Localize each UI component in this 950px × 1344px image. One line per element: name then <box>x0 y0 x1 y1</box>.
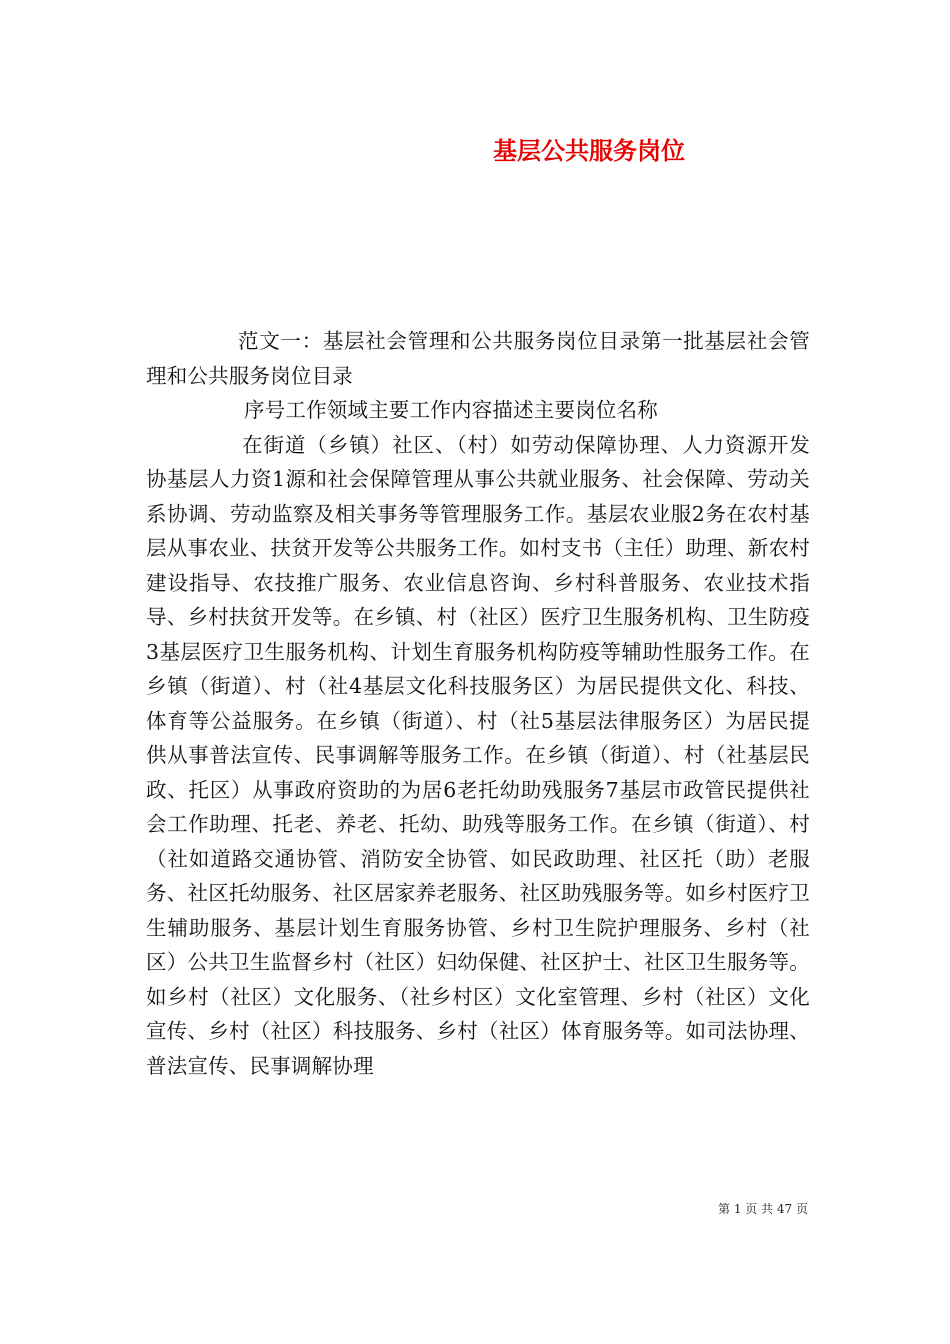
paragraph-content: 在街道（乡镇）社区、（村）如劳动保障协理、人力资源开发协基层人力资1源和社会保障管理从事公共就业服务、社会保障、劳动关系协调、劳动监察及相关事务等管理服务工作。基层农业服2务在农村基层从事农业、扶贫开发等公共服务工作。如村支书（主任）助理、新农村建设指导、农技推广服务、农业信息咨询、乡村科普服务、农业技术指导、乡村扶贫开发等。在乡镇、村（社区）医疗卫生服务机构、卫生防疫3基层医疗卫生服务机构、计划生育服务机构防疫等辅助性服务工作。在乡镇（街道）、村（社4基层文化科技服务区）为居民提供文化、科技、体育等公益服务。在乡镇（街道）、村（社5基层法律服务区）为居民提供从事普法宣传、民事调解等服务工作。在乡镇（街道）、村（社基层民政、托区）从事政府资助的为居6老托幼助残服务7基层市政管民提供社会工作助理、托老、养老、托幼、助残等服务工作。在乡镇（街道）、村（社如道路交通协管、消防安全协管、如民政助理、社区托（助）老服务、社区托幼服务、社区居家养老服务、社区助残服务等。如乡村医疗卫生辅助服务、基层计划生育服务协管、乡村卫生院护理服务、乡村（社区）公共卫生监督乡村（社区）妇幼保健、社区护士、社区卫生服务等。如乡村（社区）文化服务、（社乡村区）文化室管理、乡村（社区）文化宣传、乡村（社区）科技服务、乡村（社区）体育服务等。如司法协理、普法宣传、民事调解协理 <box>146 432 810 1078</box>
paragraph-intro: 范文一：基层社会管理和公共服务岗位目录第一批基层社会管理和公共服务岗位目录 <box>146 329 810 388</box>
paragraph-table-header: 序号工作领域主要工作内容描述主要岗位名称 <box>244 398 658 422</box>
page-title: 基层公共服务岗位 <box>493 137 685 165</box>
document-body <box>146 324 810 1083</box>
page-number: 第 1 页 共 47 页 <box>718 1202 808 1216</box>
